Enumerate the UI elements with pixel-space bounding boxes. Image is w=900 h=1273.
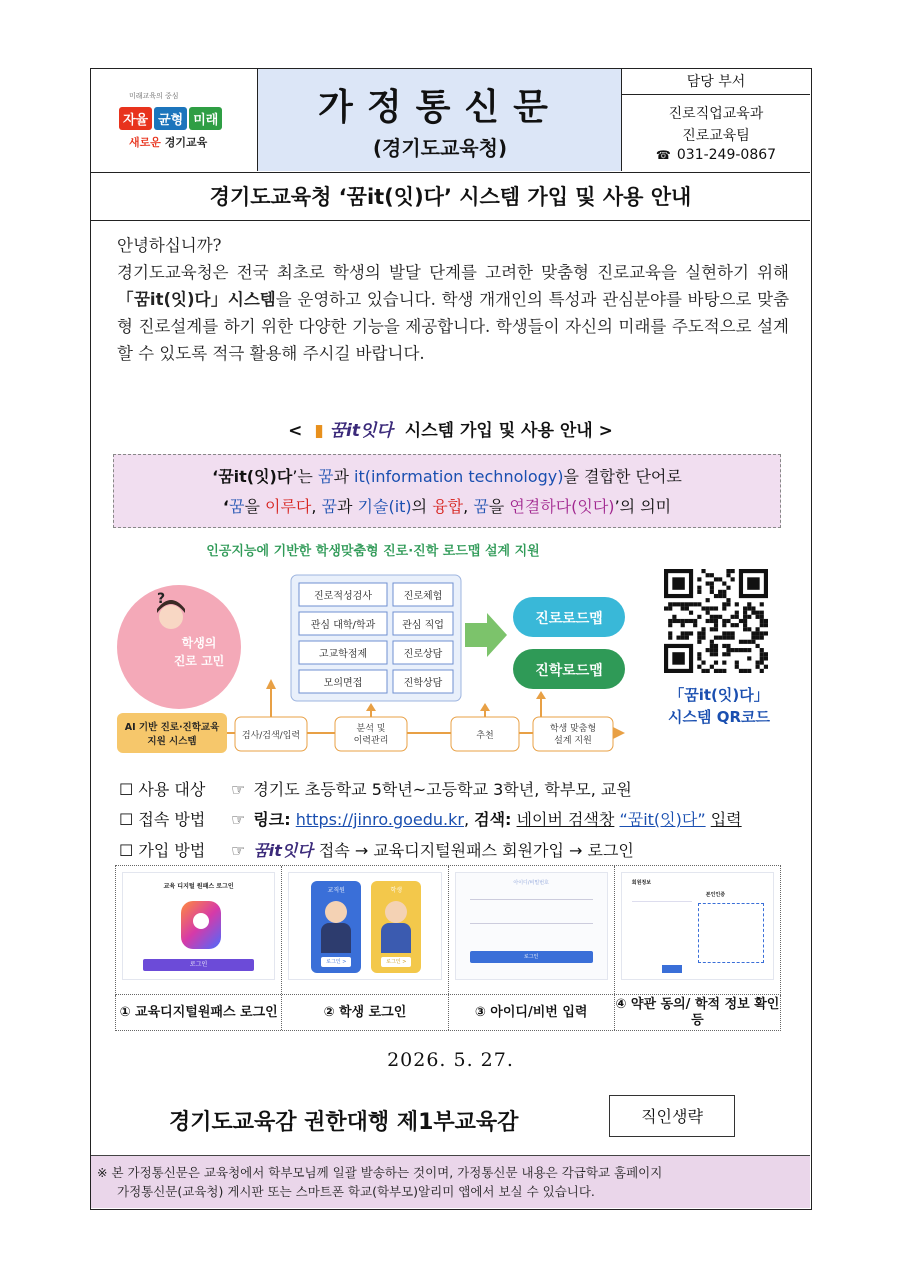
document-frame xyxy=(90,68,812,1210)
up-arrow-icon-1 xyxy=(266,679,276,689)
service-cell-label: 진로상담 xyxy=(403,649,443,660)
guide-heading: < ▮ 꿈it잇다 시스템 가입 및 사용 안내 > xyxy=(91,416,810,441)
ai-system-box xyxy=(117,713,227,753)
step-2-caption: ② 학생 로그인 xyxy=(282,995,448,1030)
phone-icon: ☎ xyxy=(655,148,671,162)
join-label: ☐ 가입 방법 xyxy=(119,841,206,860)
header xyxy=(91,69,810,173)
search-instruction: 네이버 검색창 xyxy=(516,810,615,829)
logo-word-1: 자율 xyxy=(119,107,152,130)
staff-card: 교직원 로그인 > xyxy=(311,881,361,973)
logo-subtitle: 새로운 경기교육 xyxy=(129,136,208,149)
search-keyword: “꿈it(잇)다” xyxy=(619,810,706,829)
team-name: 진로교육팀 xyxy=(682,128,750,144)
flow-step-label: 검사/검색/입력 xyxy=(241,731,301,741)
student-label-2: 진로 고민 xyxy=(173,654,225,668)
definition-box xyxy=(113,454,781,528)
definition-line-1: ‘꿈it(잇)다’는 꿈과 it(information technology)을 결합한 단어로 xyxy=(212,467,682,486)
footer-line-2: 가정통신문(교육청) 게시판 또는 스마트폰 학교(학부모)알리미 앱에서 보실 수 있습니다. xyxy=(117,1184,595,1199)
up-arrow-icon-3 xyxy=(480,703,490,711)
join-steps: 접속 → 교육디지털원패스 회원가입 → 로그인 xyxy=(318,841,634,860)
signup-steps xyxy=(115,865,781,995)
step-2-screenshot xyxy=(282,866,448,994)
step-captions xyxy=(115,995,781,1031)
question-mark-icon: ? xyxy=(157,591,166,607)
logo-tagline: 미래교육의 중심 xyxy=(129,92,179,100)
pointing-hand-icon: ☞ xyxy=(231,810,246,829)
step-4-caption: ④ 약관 동의/ 학적 정보 확인 등 xyxy=(615,996,780,1028)
step-3-caption: ③ 아이디/비번 입력 xyxy=(449,995,615,1030)
student-face-icon xyxy=(159,605,183,629)
target-value: 경기도 초등학교 5학년~고등학교 3학년, 학부모, 교원 xyxy=(253,780,632,799)
greeting: 안녕하십니까? xyxy=(117,236,222,255)
logo xyxy=(91,69,258,171)
roadmap-diagram xyxy=(113,537,633,767)
logo-word-2: 균형 xyxy=(154,107,187,130)
issue-date: 2026. 5. 27. xyxy=(387,1049,514,1071)
pointing-hand-icon: ☞ xyxy=(231,780,246,799)
student-card: 학생 로그인 > xyxy=(371,881,421,973)
join-row xyxy=(119,838,634,861)
flow-step-label: 분석 및 xyxy=(356,724,386,734)
admission-roadmap-label: 진학로드맵 xyxy=(535,663,603,679)
service-cell-label: 관심 대학/학과 xyxy=(310,620,376,631)
student-label-1: 학생의 xyxy=(181,636,217,650)
title-cell xyxy=(258,69,622,171)
service-cell-label: 진학상담 xyxy=(403,678,443,689)
ggumit-logo-mark-icon: ▮ xyxy=(314,421,324,441)
phone-number: ☎ 031-249-0867 xyxy=(655,147,777,163)
logo-words xyxy=(119,107,222,130)
flow-step-label: 추천 xyxy=(476,731,494,741)
service-cell-label: 모의면접 xyxy=(323,678,363,689)
qr-caption: 「꿈it(잇)다」 시스템 QR코드 xyxy=(668,686,770,726)
step-1-screenshot: 교육 디지털 원패스 로그인 로그인 xyxy=(116,866,282,994)
main-arrow-icon xyxy=(465,613,507,657)
definition-line-2: ‘꿈을 이루다, 꿈과 기술(it)의 융합, 꿈을 연결하다(잇다)’의 의미 xyxy=(222,497,672,516)
department-name: 진로직업교육과 xyxy=(668,106,764,122)
ai-system-label-1: AI 기반 진로·진학교육 xyxy=(124,722,220,733)
footer-note xyxy=(91,1155,810,1208)
ggumit-logo: ▮ 꿈it잇다 xyxy=(314,421,393,441)
ai-system-label-2: 지원 시스템 xyxy=(147,736,197,747)
department-cell xyxy=(622,69,810,171)
career-roadmap-label: 진로로드맵 xyxy=(535,611,603,627)
target-label: ☐ 사용 대상 xyxy=(119,780,206,799)
access-label: ☐ 접속 방법 xyxy=(119,810,206,829)
up-arrow-icon-2 xyxy=(366,703,376,711)
flow-step-label: 이력관리 xyxy=(353,736,389,746)
service-cell-label: 고교학점제 xyxy=(318,649,368,660)
diagram-title: 인공지능에 기반한 학생맞춤형 진로·진학 로드맵 설계 지원 xyxy=(206,544,540,559)
department-label: 담당 부서 xyxy=(622,69,810,95)
service-cell-label: 진로적성검사 xyxy=(314,591,372,602)
access-row: ☐ 접속 방법 ☞ 링크: https://jinro.goedu.kr, 검색: 네이버 검색창 “꿈it(잇)다” 입력 xyxy=(119,807,742,830)
pointing-hand-icon: ☞ xyxy=(231,841,246,860)
intro-paragraph: 경기도교육청은 전국 최초로 학생의 발달 단계를 고려한 맞춤형 진로교육을 실현하기 위해 「꿈it(잇)다」시스템을 운영하고 있습니다. 학생 개개인의 특성과 관심분야를 바탕으로 맞춤형 진로설계를 하기 위한 다양한 기능을 제공합니다. 학생들이 자신의 미래를 주도적으로 설계할 수 있도록 적극 활용해 주시길 바랍니다. xyxy=(117,263,790,363)
document-heading: 경기도교육청 ‘꿈it(잇)다’ 시스템 가입 및 사용 안내 xyxy=(91,173,810,221)
flow-step-label: 설계 지원 xyxy=(554,736,592,746)
target-row xyxy=(119,777,632,800)
site-link[interactable]: https://jinro.goedu.kr xyxy=(295,810,464,829)
up-arrow-icon-4 xyxy=(536,691,546,699)
flow-arrow-icon xyxy=(613,727,625,739)
ggumit-logo-small: 꿈it잇다 xyxy=(253,841,313,860)
id-login-button[interactable]: 로그인 xyxy=(470,951,593,963)
service-cell-label: 진로체험 xyxy=(403,591,443,602)
step-4-screenshot: 회원정보 본인인증 xyxy=(615,866,780,994)
system-name: 「꿈it(잇)다」시스템 xyxy=(117,290,276,309)
page-subtitle: (경기도교육청) xyxy=(372,136,508,160)
signature: 경기도교육감 권한대행 제1부교육감 xyxy=(169,1110,519,1135)
page-title: 가정통신문 xyxy=(318,87,562,128)
service-cell-label: 관심 직업 xyxy=(402,620,444,631)
onepass-logo-icon xyxy=(181,901,221,949)
step-1-caption: ① 교육디지털원패스 로그인 xyxy=(116,995,282,1030)
logo-word-3: 미래 xyxy=(189,107,222,130)
qr-code-icon xyxy=(664,569,768,673)
seal-omitted: 직인생략 xyxy=(609,1095,735,1137)
onepass-login-button[interactable]: 로그인 xyxy=(143,959,254,971)
step-3-screenshot: 아이디/비밀번호 로그인 xyxy=(449,866,615,994)
flow-step-label: 학생 맞춤형 xyxy=(549,724,597,734)
footer-line-1: ※ 본 가정통신문은 교육청에서 학부모님께 일괄 발송하는 것이며, 가정통신문 내용은 각급학교 홈페이지 xyxy=(97,1165,663,1180)
